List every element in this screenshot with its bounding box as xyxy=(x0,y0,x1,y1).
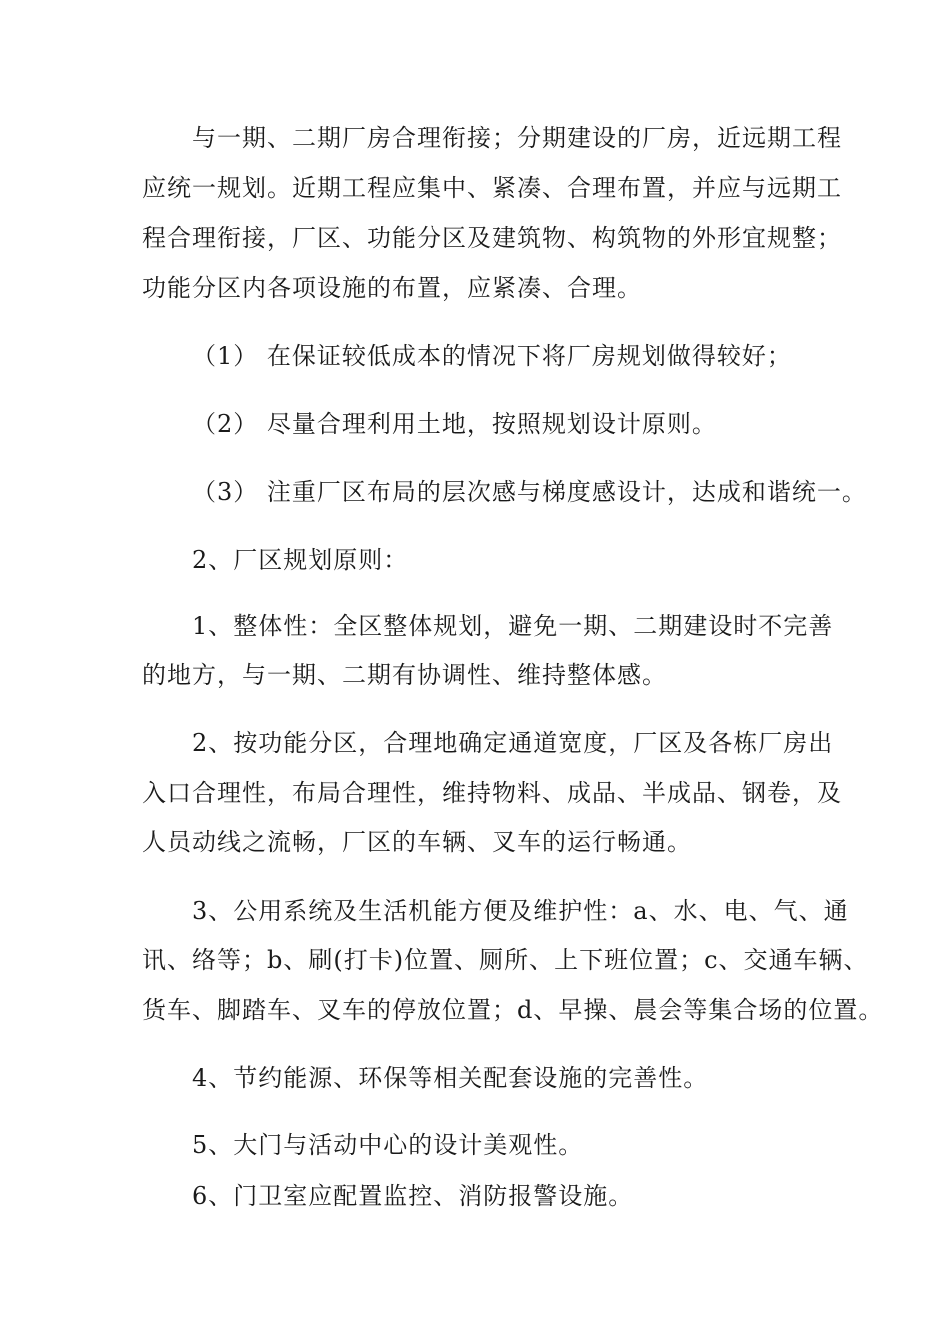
intro-line-4: 功能分区内各项设施的布置，应紧凑、合理。 xyxy=(142,274,642,302)
section-heading: 2、厂区规划原则： xyxy=(192,546,409,574)
principle-2-line-3: 人员动线之流畅，厂区的车辆、叉车的运行畅通。 xyxy=(142,828,692,856)
intro-line-3: 程合理衔接，厂区、功能分区及建筑物、构筑物的外形宜规整； xyxy=(142,224,842,252)
principle-3-line-3: 货车、脚踏车、叉车的停放位置；d、早操、晨会等集合场的位置。 xyxy=(142,996,884,1024)
principle-3-line-2: 讯、络等；b、刷(打卡)位置、厕所、上下班位置；c、交通车辆、 xyxy=(142,946,869,974)
principle-5: 5、大门与活动中心的设计美观性。 xyxy=(192,1131,584,1159)
principle-2-line-1: 2、按功能分区，合理地确定通道宽度，厂区及各栋厂房出 xyxy=(192,729,834,757)
principle-1-line-2: 的地方，与一期、二期有协调性、维持整体感。 xyxy=(142,661,667,689)
list-item-1: （1） 在保证较低成本的情况下将厂房规划做得较好； xyxy=(192,342,792,370)
list-item-3: （3） 注重厂区布局的层次感与梯度感设计，达成和谐统一。 xyxy=(192,478,867,506)
principle-2-line-2: 入口合理性，布局合理性，维持物料、成品、半成品、钢卷，及 xyxy=(142,779,842,807)
principle-1-line-1: 1、整体性：全区整体规划，避免一期、二期建设时不完善 xyxy=(192,612,834,640)
principle-3-line-1: 3、公用系统及生活机能方便及维护性：a、水、电、气、通 xyxy=(192,897,849,925)
principle-6: 6、门卫室应配置监控、消防报警设施。 xyxy=(192,1182,634,1210)
list-item-2: （2） 尽量合理利用土地，按照规划设计原则。 xyxy=(192,410,717,438)
intro-line-1: 与一期、二期厂房合理衔接；分期建设的厂房，近远期工程 xyxy=(192,124,842,152)
intro-line-2: 应统一规划。近期工程应集中、紧凑、合理布置，并应与远期工 xyxy=(142,174,842,202)
principle-4: 4、节约能源、环保等相关配套设施的完善性。 xyxy=(192,1064,709,1092)
